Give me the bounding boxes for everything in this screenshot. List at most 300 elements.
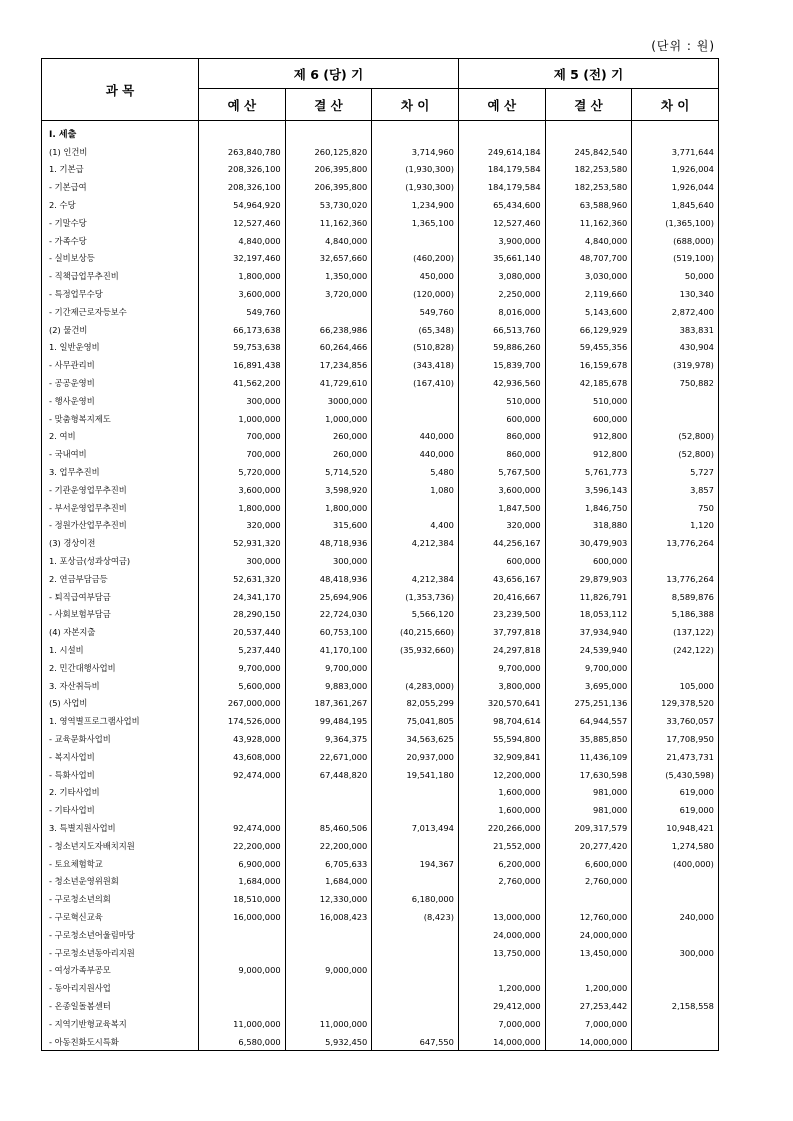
table-row	[42, 356, 719, 374]
current-settlement-cell: 48,718,936	[285, 534, 372, 552]
previous-settlement-cell: 2,119,660	[545, 285, 632, 303]
current-difference-cell	[372, 1015, 459, 1033]
previous-difference-cell: 33,760,057	[632, 712, 719, 730]
previous-settlement-cell: 981,000	[545, 783, 632, 801]
previous-budget-cell: 66,513,760	[458, 321, 545, 339]
current-budget-cell: 263,840,780	[199, 143, 286, 161]
previous-difference-cell: 105,000	[632, 677, 719, 695]
current-settlement-cell: 315,600	[285, 517, 372, 535]
previous-settlement-cell: 63,588,960	[545, 196, 632, 214]
previous-budget-cell	[458, 121, 545, 143]
current-settlement-cell: 260,125,820	[285, 143, 372, 161]
previous-budget-cell: 1,600,000	[458, 783, 545, 801]
current-difference-cell	[372, 499, 459, 517]
current-budget-cell: 18,510,000	[199, 890, 286, 908]
previous-budget-cell: 59,886,260	[458, 339, 545, 357]
current-budget-cell: 1,800,000	[199, 499, 286, 517]
current-period-header: 제 6 (당) 기	[199, 59, 459, 89]
current-difference-cell: (1,353,736)	[372, 588, 459, 606]
previous-budget-cell: 320,000	[458, 517, 545, 535]
current-budget-cell	[199, 801, 286, 819]
current-difference-cell	[372, 801, 459, 819]
previous-difference-cell: 1,926,004	[632, 161, 719, 179]
current-difference-cell: 19,541,180	[372, 766, 459, 784]
current-budget-cell: 9,000,000	[199, 961, 286, 979]
subject-cell: 2. 수당	[42, 196, 199, 214]
current-settlement-cell: 85,460,506	[285, 819, 372, 837]
table-row	[42, 890, 719, 908]
table-row	[42, 517, 719, 535]
previous-settlement-cell: 66,129,929	[545, 321, 632, 339]
subject-cell: 1. 시설비	[42, 641, 199, 659]
previous-budget-cell: 9,700,000	[458, 659, 545, 677]
table-row	[42, 979, 719, 997]
subject-cell: - 가족수당	[42, 232, 199, 250]
current-settlement-cell: 53,730,020	[285, 196, 372, 214]
subject-cell: 2. 여비	[42, 428, 199, 446]
current-difference-cell: 1,234,900	[372, 196, 459, 214]
previous-difference-cell	[632, 872, 719, 890]
current-difference-cell: (460,200)	[372, 250, 459, 268]
current-budget-cell: 1,800,000	[199, 267, 286, 285]
previous-budget-cell: 860,000	[458, 428, 545, 446]
current-difference-cell: (120,000)	[372, 285, 459, 303]
previous-difference-cell: 50,000	[632, 267, 719, 285]
previous-budget-cell: 21,552,000	[458, 837, 545, 855]
table-row	[42, 623, 719, 641]
current-difference-cell: (167,410)	[372, 374, 459, 392]
previous-difference-cell: 2,872,400	[632, 303, 719, 321]
current-settlement-cell	[285, 979, 372, 997]
table-row	[42, 748, 719, 766]
previous-difference-cell: 619,000	[632, 801, 719, 819]
current-settlement-cell: 206,395,800	[285, 161, 372, 179]
previous-difference-cell: (242,122)	[632, 641, 719, 659]
current-difference-cell	[372, 392, 459, 410]
subject-cell: (3) 경상이전	[42, 534, 199, 552]
previous-budget-cell: 24,297,818	[458, 641, 545, 659]
subject-cell: - 국내여비	[42, 445, 199, 463]
previous-budget-cell: 3,600,000	[458, 481, 545, 499]
subject-cell: - 사회보험부담금	[42, 606, 199, 624]
current-difference-cell	[372, 837, 459, 855]
table-row	[42, 463, 719, 481]
current-budget-cell: 3,600,000	[199, 481, 286, 499]
previous-settlement-cell: 11,826,791	[545, 588, 632, 606]
current-settlement-cell: 5,932,450	[285, 1033, 372, 1051]
current-settlement-cell	[285, 997, 372, 1015]
subject-cell: - 퇴직급여부담금	[42, 588, 199, 606]
current-difference-cell: 7,013,494	[372, 819, 459, 837]
previous-difference-cell: 383,831	[632, 321, 719, 339]
previous-budget-cell: 37,797,818	[458, 623, 545, 641]
previous-difference-cell: (688,000)	[632, 232, 719, 250]
previous-budget-cell: 44,256,167	[458, 534, 545, 552]
current-budget-cell: 5,237,440	[199, 641, 286, 659]
table-row	[42, 783, 719, 801]
previous-settlement-cell: 17,630,598	[545, 766, 632, 784]
current-budget-cell: 6,580,000	[199, 1033, 286, 1051]
current-budget-cell: 320,000	[199, 517, 286, 535]
current-settlement-cell: 41,170,100	[285, 641, 372, 659]
current-settlement-cell	[285, 783, 372, 801]
previous-settlement-cell: 3,695,000	[545, 677, 632, 695]
current-settlement-cell: 60,753,100	[285, 623, 372, 641]
current-budget-cell: 92,474,000	[199, 766, 286, 784]
current-settlement-cell: 260,000	[285, 445, 372, 463]
current-budget-cell: 24,341,170	[199, 588, 286, 606]
current-difference-header: 차 이	[372, 89, 459, 121]
subject-cell: - 토요체험학교	[42, 855, 199, 873]
previous-difference-cell: 21,473,731	[632, 748, 719, 766]
current-settlement-cell: 3000,000	[285, 392, 372, 410]
subject-cell: - 직책급업무추진비	[42, 267, 199, 285]
previous-budget-header: 예 산	[458, 89, 545, 121]
previous-budget-cell: 12,527,460	[458, 214, 545, 232]
previous-settlement-cell: 37,934,940	[545, 623, 632, 641]
previous-budget-cell: 32,909,841	[458, 748, 545, 766]
current-difference-cell	[372, 783, 459, 801]
current-settlement-cell: 41,729,610	[285, 374, 372, 392]
previous-settlement-cell: 600,000	[545, 410, 632, 428]
previous-difference-cell: 10,948,421	[632, 819, 719, 837]
previous-difference-cell: (319,978)	[632, 356, 719, 374]
table-row	[42, 214, 719, 232]
current-difference-cell: 440,000	[372, 428, 459, 446]
previous-difference-cell: 13,776,264	[632, 570, 719, 588]
table-row	[42, 766, 719, 784]
table-row	[42, 161, 719, 179]
current-difference-cell: 6,180,000	[372, 890, 459, 908]
current-settlement-cell: 206,395,800	[285, 178, 372, 196]
subject-cell: - 여성가족부공모	[42, 961, 199, 979]
table-row	[42, 819, 719, 837]
previous-settlement-cell: 42,185,678	[545, 374, 632, 392]
previous-settlement-cell: 182,253,580	[545, 161, 632, 179]
subject-cell: - 공공운영비	[42, 374, 199, 392]
table-row	[42, 339, 719, 357]
current-settlement-cell: 187,361,267	[285, 695, 372, 713]
current-difference-cell	[372, 926, 459, 944]
previous-settlement-cell: 11,162,360	[545, 214, 632, 232]
current-budget-cell: 52,931,320	[199, 534, 286, 552]
current-budget-cell: 43,928,000	[199, 730, 286, 748]
previous-difference-cell: (137,122)	[632, 623, 719, 641]
previous-settlement-cell: 12,760,000	[545, 908, 632, 926]
subject-cell: - 행사운영비	[42, 392, 199, 410]
previous-settlement-cell: 5,761,773	[545, 463, 632, 481]
current-settlement-cell: 67,448,820	[285, 766, 372, 784]
previous-settlement-cell: 9,700,000	[545, 659, 632, 677]
subject-cell: - 실비보상등	[42, 250, 199, 268]
current-settlement-cell: 12,330,000	[285, 890, 372, 908]
current-difference-cell	[372, 872, 459, 890]
current-settlement-cell: 32,657,660	[285, 250, 372, 268]
subject-cell: (5) 사업비	[42, 695, 199, 713]
current-budget-cell: 54,964,920	[199, 196, 286, 214]
previous-difference-cell: 1,845,640	[632, 196, 719, 214]
current-difference-cell: 82,055,299	[372, 695, 459, 713]
current-difference-cell	[372, 121, 459, 143]
current-budget-cell: 59,753,638	[199, 339, 286, 357]
previous-budget-cell: 5,767,500	[458, 463, 545, 481]
current-difference-cell: (40,215,660)	[372, 623, 459, 641]
previous-settlement-cell: 20,277,420	[545, 837, 632, 855]
table-row	[42, 997, 719, 1015]
table-row	[42, 321, 719, 339]
previous-difference-cell: 3,771,644	[632, 143, 719, 161]
previous-difference-cell: (400,000)	[632, 855, 719, 873]
current-budget-cell: 1,000,000	[199, 410, 286, 428]
table-row	[42, 428, 719, 446]
previous-settlement-cell: 2,760,000	[545, 872, 632, 890]
table-row	[42, 143, 719, 161]
previous-difference-cell	[632, 1033, 719, 1051]
previous-settlement-cell: 6,600,000	[545, 855, 632, 873]
current-difference-cell: 450,000	[372, 267, 459, 285]
table-row	[42, 552, 719, 570]
table-row	[42, 641, 719, 659]
table-row	[42, 606, 719, 624]
current-difference-cell: (510,828)	[372, 339, 459, 357]
current-settlement-cell: 3,720,000	[285, 285, 372, 303]
current-difference-cell	[372, 232, 459, 250]
table-row	[42, 410, 719, 428]
subject-cell: - 청소년운영위원회	[42, 872, 199, 890]
current-difference-cell	[372, 961, 459, 979]
current-settlement-cell: 9,883,000	[285, 677, 372, 695]
table-row	[42, 730, 719, 748]
current-budget-cell: 549,760	[199, 303, 286, 321]
subject-cell: 1. 포상금(성과상여금)	[42, 552, 199, 570]
subject-cell: - 동아리지원사업	[42, 979, 199, 997]
previous-difference-cell: 1,120	[632, 517, 719, 535]
subject-cell: - 사무관리비	[42, 356, 199, 374]
subject-cell: - 특정업무수당	[42, 285, 199, 303]
current-settlement-cell: 1,684,000	[285, 872, 372, 890]
previous-settlement-cell: 4,840,000	[545, 232, 632, 250]
previous-difference-cell: 8,589,876	[632, 588, 719, 606]
current-budget-cell	[199, 997, 286, 1015]
previous-settlement-cell: 1,200,000	[545, 979, 632, 997]
unit-label: (단위 : 원)	[651, 39, 715, 53]
table-row	[42, 374, 719, 392]
current-difference-cell: 194,367	[372, 855, 459, 873]
current-settlement-cell: 66,238,986	[285, 321, 372, 339]
previous-budget-cell: 184,179,584	[458, 161, 545, 179]
previous-difference-cell	[632, 979, 719, 997]
current-budget-cell: 300,000	[199, 552, 286, 570]
previous-settlement-cell: 3,596,143	[545, 481, 632, 499]
subject-cell: - 맞춤형복지제도	[42, 410, 199, 428]
previous-difference-cell: (52,800)	[632, 445, 719, 463]
current-budget-cell: 32,197,460	[199, 250, 286, 268]
previous-settlement-cell: 245,842,540	[545, 143, 632, 161]
previous-budget-cell: 184,179,584	[458, 178, 545, 196]
table-row	[42, 285, 719, 303]
subject-cell: - 특화사업비	[42, 766, 199, 784]
table-row	[42, 392, 719, 410]
subject-cell: 3. 특별지원사업비	[42, 819, 199, 837]
subject-cell: (1) 인건비	[42, 143, 199, 161]
previous-difference-cell: 1,926,044	[632, 178, 719, 196]
previous-difference-cell: 3,857	[632, 481, 719, 499]
current-budget-cell: 11,000,000	[199, 1015, 286, 1033]
previous-settlement-cell: 182,253,580	[545, 178, 632, 196]
previous-budget-cell: 1,847,500	[458, 499, 545, 517]
previous-budget-cell: 13,750,000	[458, 944, 545, 962]
previous-budget-cell: 8,016,000	[458, 303, 545, 321]
previous-settlement-cell: 912,800	[545, 428, 632, 446]
table-row	[42, 926, 719, 944]
table-row	[42, 944, 719, 962]
current-difference-cell: 549,760	[372, 303, 459, 321]
previous-settlement-cell: 24,000,000	[545, 926, 632, 944]
current-settlement-cell: 22,200,000	[285, 837, 372, 855]
current-difference-cell	[372, 410, 459, 428]
current-settlement-cell: 11,000,000	[285, 1015, 372, 1033]
previous-difference-cell	[632, 392, 719, 410]
subject-cell: - 구로청소년어울림마당	[42, 926, 199, 944]
table-row	[42, 1033, 719, 1051]
previous-budget-cell: 98,704,614	[458, 712, 545, 730]
current-budget-cell: 5,720,000	[199, 463, 286, 481]
previous-settlement-cell: 5,143,600	[545, 303, 632, 321]
previous-settlement-cell: 64,944,557	[545, 712, 632, 730]
current-budget-cell: 700,000	[199, 445, 286, 463]
previous-difference-cell: (52,800)	[632, 428, 719, 446]
previous-budget-cell: 35,661,140	[458, 250, 545, 268]
previous-settlement-cell: 912,800	[545, 445, 632, 463]
previous-difference-cell: 430,904	[632, 339, 719, 357]
current-settlement-cell: 22,671,000	[285, 748, 372, 766]
current-difference-cell: (1,930,300)	[372, 161, 459, 179]
current-difference-cell	[372, 944, 459, 962]
previous-difference-cell: 2,158,558	[632, 997, 719, 1015]
previous-difference-cell: (5,430,598)	[632, 766, 719, 784]
previous-budget-cell: 24,000,000	[458, 926, 545, 944]
previous-budget-cell: 2,250,000	[458, 285, 545, 303]
previous-budget-cell: 12,200,000	[458, 766, 545, 784]
table-row	[42, 677, 719, 695]
previous-difference-cell	[632, 890, 719, 908]
subject-cell: 1. 기본급	[42, 161, 199, 179]
current-budget-cell: 208,326,100	[199, 178, 286, 196]
previous-settlement-cell: 209,317,579	[545, 819, 632, 837]
table-row	[42, 588, 719, 606]
previous-difference-cell: 750	[632, 499, 719, 517]
previous-difference-cell: 17,708,950	[632, 730, 719, 748]
current-budget-cell: 1,684,000	[199, 872, 286, 890]
previous-budget-cell: 7,000,000	[458, 1015, 545, 1033]
subject-cell: 3. 자산취득비	[42, 677, 199, 695]
previous-budget-cell: 510,000	[458, 392, 545, 410]
current-settlement-cell: 11,162,360	[285, 214, 372, 232]
current-settlement-cell: 1,800,000	[285, 499, 372, 517]
table-row	[42, 481, 719, 499]
previous-budget-cell: 43,656,167	[458, 570, 545, 588]
current-settlement-cell	[285, 801, 372, 819]
previous-budget-cell: 3,800,000	[458, 677, 545, 695]
subject-cell: - 기본급여	[42, 178, 199, 196]
current-difference-cell	[372, 552, 459, 570]
subject-cell: - 기말수당	[42, 214, 199, 232]
budget-table	[41, 58, 719, 1051]
current-budget-cell: 4,840,000	[199, 232, 286, 250]
previous-budget-cell: 6,200,000	[458, 855, 545, 873]
subject-cell: - 기관운영업무추진비	[42, 481, 199, 499]
table-row	[42, 570, 719, 588]
current-budget-cell: 92,474,000	[199, 819, 286, 837]
subject-cell: - 교육문화사업비	[42, 730, 199, 748]
current-budget-cell: 43,608,000	[199, 748, 286, 766]
previous-budget-cell: 600,000	[458, 410, 545, 428]
current-settlement-cell: 1,350,000	[285, 267, 372, 285]
subject-cell: - 정원가산업무추진비	[42, 517, 199, 535]
current-difference-cell: 440,000	[372, 445, 459, 463]
current-budget-cell: 28,290,150	[199, 606, 286, 624]
current-settlement-cell: 5,714,520	[285, 463, 372, 481]
subject-cell: - 지역기반형교육복지	[42, 1015, 199, 1033]
previous-difference-cell	[632, 961, 719, 979]
subject-cell: - 온종일돌봄센터	[42, 997, 199, 1015]
previous-settlement-cell: 30,479,903	[545, 534, 632, 552]
current-budget-cell: 267,000,000	[199, 695, 286, 713]
current-settlement-cell: 9,700,000	[285, 659, 372, 677]
previous-settlement-cell: 600,000	[545, 552, 632, 570]
current-settlement-cell: 99,484,195	[285, 712, 372, 730]
current-settlement-cell	[285, 303, 372, 321]
previous-settlement-cell	[545, 890, 632, 908]
table-row	[42, 250, 719, 268]
current-settlement-cell: 25,694,906	[285, 588, 372, 606]
current-settlement-cell: 300,000	[285, 552, 372, 570]
previous-settlement-cell: 14,000,000	[545, 1033, 632, 1051]
table-row	[42, 196, 719, 214]
previous-difference-cell: 750,882	[632, 374, 719, 392]
previous-settlement-cell: 275,251,136	[545, 695, 632, 713]
previous-budget-cell: 600,000	[458, 552, 545, 570]
previous-budget-cell: 13,000,000	[458, 908, 545, 926]
current-budget-cell: 300,000	[199, 392, 286, 410]
previous-budget-cell: 220,266,000	[458, 819, 545, 837]
previous-budget-cell: 1,600,000	[458, 801, 545, 819]
previous-difference-cell: 240,000	[632, 908, 719, 926]
current-settlement-cell	[285, 121, 372, 143]
current-settlement-cell: 260,000	[285, 428, 372, 446]
previous-settlement-cell: 981,000	[545, 801, 632, 819]
previous-settlement-cell: 29,879,903	[545, 570, 632, 588]
previous-difference-cell	[632, 1015, 719, 1033]
previous-difference-cell: 5,727	[632, 463, 719, 481]
current-settlement-cell: 9,000,000	[285, 961, 372, 979]
current-budget-cell: 3,600,000	[199, 285, 286, 303]
previous-budget-cell: 65,434,600	[458, 196, 545, 214]
table-row	[42, 499, 719, 517]
table-row	[42, 837, 719, 855]
previous-difference-cell: 13,776,264	[632, 534, 719, 552]
subject-cell: 1. 일반운영비	[42, 339, 199, 357]
previous-budget-cell: 29,412,000	[458, 997, 545, 1015]
previous-settlement-cell: 48,707,700	[545, 250, 632, 268]
table-row	[42, 232, 719, 250]
current-difference-cell: (8,423)	[372, 908, 459, 926]
current-budget-cell	[199, 783, 286, 801]
table-row	[42, 961, 719, 979]
subject-cell: - 아동친화도시특화	[42, 1033, 199, 1051]
current-settlement-cell	[285, 926, 372, 944]
subject-cell: - 부서운영업무추진비	[42, 499, 199, 517]
